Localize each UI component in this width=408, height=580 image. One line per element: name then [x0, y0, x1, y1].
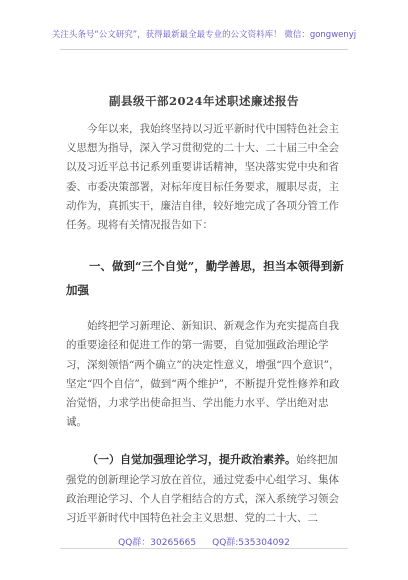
qq-group-2: QQ群:535304092 [212, 538, 290, 548]
qq-group-1: QQ群：30265665 [118, 538, 197, 548]
intro-paragraph: 今年以来，我始终坚持以习近平新时代中国特色社会主义思想为指导，深入学习贯彻党的二十大、二十届三中全会以及习近平总书记系列重要讲话精神，坚决落实党中央和省委、市委决策部署，对标年度目标任务要求，履职尽责，主动作为，真抓实干，廉洁自律，较好地完成了各项分管工作任务。现将有关情况报告如下： [66, 123, 339, 232]
footer-contacts [0, 535, 408, 548]
subsection-heading: （一）自觉加强理论学习，提升政治素养。 [87, 453, 296, 467]
header-divider [60, 49, 348, 50]
document-body [66, 120, 348, 528]
subsection-text: 始终把加强党的创新理论学习放在首位，通过党委中心组学习、集体政治理论学习、个人自学相结合的方式，深入系统学习领会习近平新时代中国特色社会主义思想、党的二十大、二 [66, 454, 339, 525]
section-paragraph: 始终把学习新理论、新知识、新观念作为充实提高自我的重要途径和促进工作的第一需要，自觉加强政治理论学习，深刻领悟“两个确立”的决定性意义，增强“四个意识”，坚定“四个自信”，做到“两个维护”，不断提升党性修养和政治觉悟，力求学出使命担当、学出能力水平、学出绝对忠诚。 [66, 320, 340, 429]
promo-banner: 关注头条号“公文研究”，获得最新最全最专业的公文资料库！ 微信：gongwenyj [51, 30, 357, 40]
subsection-paragraph [66, 450, 348, 528]
footer-divider [60, 548, 348, 549]
document-title: 副县级干部2024年述职述廉述报告 [108, 94, 299, 108]
section-heading: 一、做到“三个自觉”，勤学善思，担当本领得到新加强 [66, 259, 344, 298]
